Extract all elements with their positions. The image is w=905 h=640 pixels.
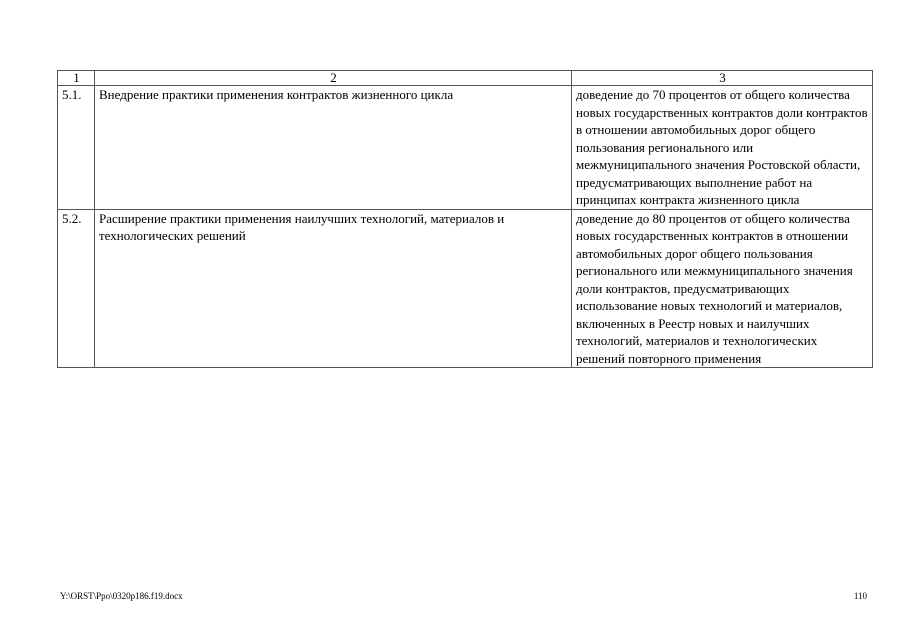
table-row	[58, 86, 873, 210]
row-number: 5.2.	[58, 209, 95, 368]
target-cell: доведение до 80 процентов от общего количества новых государственных контрактов в отношении автомобильных дорог общего пользования регионального или межмуниципального значения доли контрактов, предусматривающих использование новых технологий и материалов, включенных в Реестр новых и наилучших технологий, материалов и технологических решений повторного применения	[572, 209, 873, 368]
table-header-row	[58, 71, 873, 86]
header-cell-1: 1	[58, 71, 95, 86]
footer-page-number: 110	[853, 591, 867, 601]
measure-cell: Расширение практики применения наилучших технологий, материалов и технологических решений	[95, 209, 572, 368]
table-row	[58, 209, 873, 368]
header-cell-2: 2	[95, 71, 572, 86]
measure-cell: Внедрение практики применения контрактов жизненного цикла	[95, 86, 572, 210]
header-cell-3: 3	[572, 71, 873, 86]
footer-file-path: Y:\ORST\Ppo\0320p186.f19.docx	[60, 591, 183, 601]
target-cell: доведение до 70 процентов от общего количества новых государственных контрактов доли контрактов в отношении автомобильных дорог общего пользования регионального или межмуниципального значения Ростовской области, предусматривающих выполнение работ на принципах контракта жизненного цикла	[572, 86, 873, 210]
document-table	[57, 70, 873, 368]
row-number: 5.1.	[58, 86, 95, 210]
